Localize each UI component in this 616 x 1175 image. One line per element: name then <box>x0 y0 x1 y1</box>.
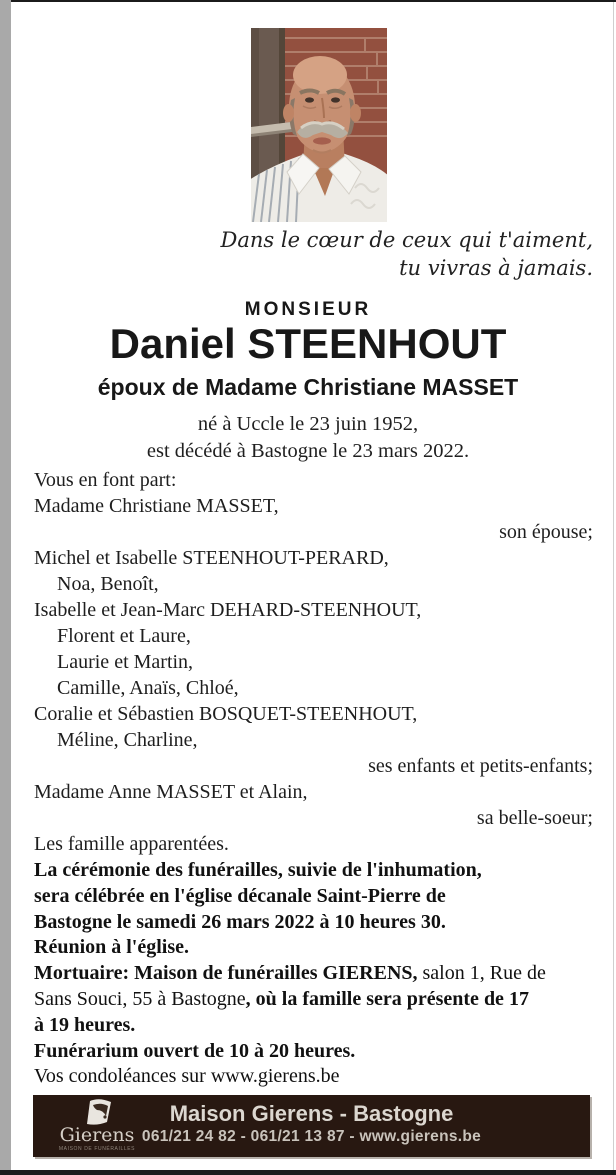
family-line: Coralie et Sébastien BOSQUET-STEENHOUT, <box>34 703 418 725</box>
banner-text <box>33 1101 590 1147</box>
deceased-header <box>23 299 593 465</box>
ceremony-line: La cérémonie des funérailles, suivie de l'inhumation, <box>34 859 482 881</box>
deceased-name: Daniel STEENHOUT <box>109 320 507 367</box>
family-line: son épouse; <box>499 521 593 543</box>
logo-tagline: MAISON DE FUNÉRAILLES <box>58 1146 136 1152</box>
family-line: Les famille apparentées. <box>34 833 229 855</box>
logo-name: Gierens <box>59 1124 135 1146</box>
family-line: Madame Christiane MASSET, <box>34 495 279 517</box>
family-line: Madame Anne MASSET et Alain, <box>34 781 308 803</box>
ceremony-line: Sans Souci, 55 à Bastogne, où la famille sera présente de 17 <box>34 987 529 1010</box>
family-line: ses enfants et petits-enfants; <box>368 755 593 777</box>
portrait-illustration <box>251 28 387 222</box>
memorial-quote <box>33 226 593 282</box>
ceremony-line: sera célébrée en l'église décanale Saint-Pierre de <box>34 884 446 907</box>
funeral-home-banner <box>33 1095 590 1157</box>
family-line: Michel et Isabelle STEENHOUT-PERARD, <box>34 547 389 569</box>
family-line: Vous en font part: <box>34 469 177 491</box>
quote-line-1: Dans le cœur de ceux qui t'aiment, <box>220 228 593 252</box>
ceremony-line: Réunion à l'église. <box>34 936 190 959</box>
ceremony-line: à 19 heures. <box>34 1013 136 1036</box>
family-line: Camille, Anaïs, Chloé, <box>57 677 239 699</box>
ceremony-line: Vos condoléances sur www.gierens.be <box>34 1065 340 1088</box>
family-line: Florent et Laure, <box>57 625 191 647</box>
death-line: est décédé à Bastogne le 23 mars 2022. <box>146 440 470 462</box>
banner-title: Maison Gierens - Bastogne <box>169 1101 454 1126</box>
page-left-gutter <box>0 0 11 1175</box>
quote-line-2: tu vivras à jamais. <box>399 256 593 280</box>
ceremony-line: Funérarium ouvert de 10 à 20 heures. <box>34 1039 356 1062</box>
family-line: sa belle-soeur; <box>476 807 593 829</box>
ceremony-line: Mortuaire: Maison de funérailles GIERENS, salon 1, Rue de <box>34 962 546 985</box>
banner-phone-line: 061/21 24 82 - 061/21 13 87 - www.gierens.be <box>141 1128 482 1145</box>
family-line: Isabelle et Jean-Marc DEHARD-STEENHOUT, <box>34 599 422 621</box>
portrait-photo <box>251 28 387 222</box>
page-bottom-edge <box>0 1170 616 1175</box>
family-list <box>34 467 593 857</box>
family-line: Noa, Benoît, <box>57 573 159 595</box>
family-line: Laurie et Martin, <box>57 651 194 673</box>
family-line: Méline, Charline, <box>57 729 198 751</box>
page-right-edge <box>613 2 614 1170</box>
civility-title: MONSIEUR <box>244 299 372 320</box>
ceremony-details <box>34 858 593 1090</box>
birth-line: né à Uccle le 23 juin 1952, <box>197 413 419 435</box>
ceremony-line: Bastogne le samedi 26 mars 2022 à 10 heures 30. <box>34 910 446 933</box>
birth-death-dates <box>23 411 593 465</box>
spouse-line: époux de Madame Christiane MASSET <box>97 374 519 400</box>
page-top-edge <box>11 0 616 2</box>
